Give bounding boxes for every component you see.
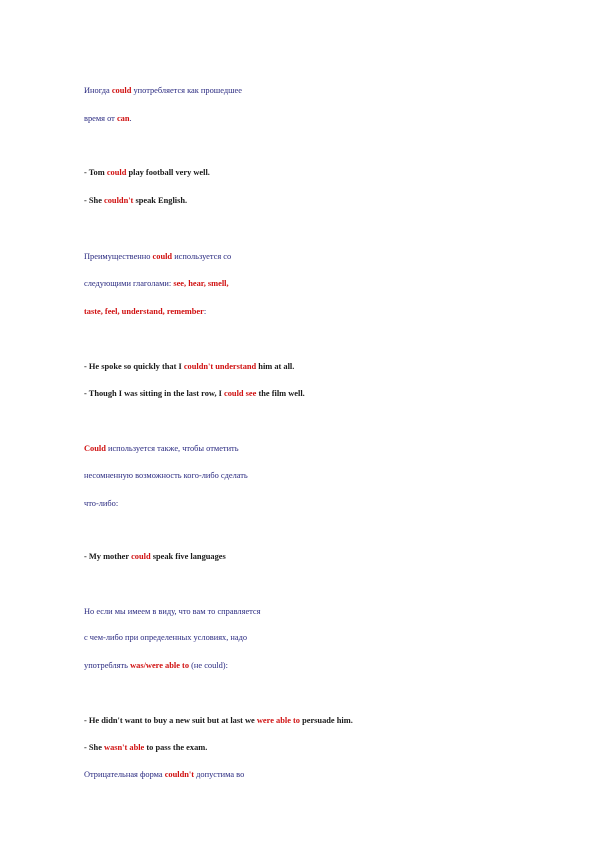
highlighted-term: could (111, 86, 132, 95)
text-line-10 (84, 444, 239, 454)
text-line-1 (84, 86, 242, 96)
text-segment: (не could): (189, 661, 228, 670)
text-line-19 (84, 770, 244, 780)
text-line-17 (84, 716, 353, 726)
text-segment: употребляется как прошедшее (131, 86, 242, 95)
text-segment: с чем-либо при определенных условиях, надо (84, 633, 248, 642)
highlighted-term: couldn't (164, 770, 195, 779)
highlighted-term: were able to (256, 716, 300, 725)
text-segment: - Though I was sitting in the last row, I (84, 389, 225, 398)
highlighted-term: could (106, 168, 127, 177)
text-segment: play football very well. (126, 168, 210, 177)
text-segment: . (129, 114, 132, 123)
text-segment: используется со (172, 252, 232, 261)
text-segment: him at all. (256, 362, 295, 371)
text-segment: - He spoke so quickly that I (84, 362, 184, 371)
text-line-8 (84, 362, 294, 372)
highlighted-term: wasn't able (104, 743, 145, 752)
text-segment: : (203, 307, 207, 316)
text-segment: используется также, чтобы отметить (105, 444, 239, 453)
highlighted-term: couldn't understand (183, 362, 257, 371)
text-segment: следующими глаголами: (84, 279, 174, 288)
text-segment: - He didn't want to buy a new suit but at last we (84, 716, 257, 725)
text-line-11 (84, 471, 248, 481)
highlighted-term: could see (224, 389, 257, 398)
text-line-6 (84, 279, 229, 289)
highlighted-term: can (116, 114, 130, 123)
text-line-7 (84, 307, 206, 317)
text-segment: употреблять (84, 661, 131, 670)
text-line-9 (84, 389, 305, 399)
text-line-15 (84, 633, 247, 643)
text-line-3 (84, 168, 210, 178)
text-segment: Но если мы имеем в виду, что вам то справляется (84, 607, 261, 616)
highlighted-term: could (131, 552, 151, 561)
text-segment: persuade him. (299, 716, 353, 725)
text-segment: допустима во (194, 770, 245, 779)
text-line-2 (84, 114, 132, 124)
text-segment: Отрицательная форма (84, 770, 165, 779)
highlighted-term: couldn't (104, 196, 134, 205)
text-segment: speak English. (133, 196, 188, 205)
highlighted-term: see, hear, smell, (173, 279, 229, 288)
highlighted-term: Could (84, 444, 106, 453)
text-line-13 (84, 552, 226, 562)
text-segment: Иногда (84, 86, 112, 95)
text-segment: Преимущественно (84, 252, 153, 261)
text-segment: - She (84, 743, 105, 752)
text-line-4 (84, 196, 187, 206)
text-line-12 (84, 499, 118, 509)
text-segment: the film well. (256, 389, 305, 398)
text-segment: - My mother (84, 552, 132, 561)
text-segment: - She (84, 196, 105, 205)
highlighted-term: could (152, 252, 173, 261)
text-segment: что-либо: (84, 499, 119, 508)
highlighted-term: taste, feel, understand, remember (84, 307, 204, 316)
highlighted-term: was/were able to (130, 661, 190, 670)
text-segment: время от (84, 114, 117, 123)
text-segment: несомненную возможность кого-либо сделать (84, 471, 248, 480)
text-segment: to pass the exam. (144, 743, 208, 752)
text-line-16 (84, 661, 228, 671)
text-segment: speak five languages (150, 552, 226, 561)
text-line-18 (84, 743, 207, 753)
text-line-5 (84, 252, 231, 262)
text-segment: - Tom (84, 168, 107, 177)
text-line-14 (84, 607, 261, 617)
